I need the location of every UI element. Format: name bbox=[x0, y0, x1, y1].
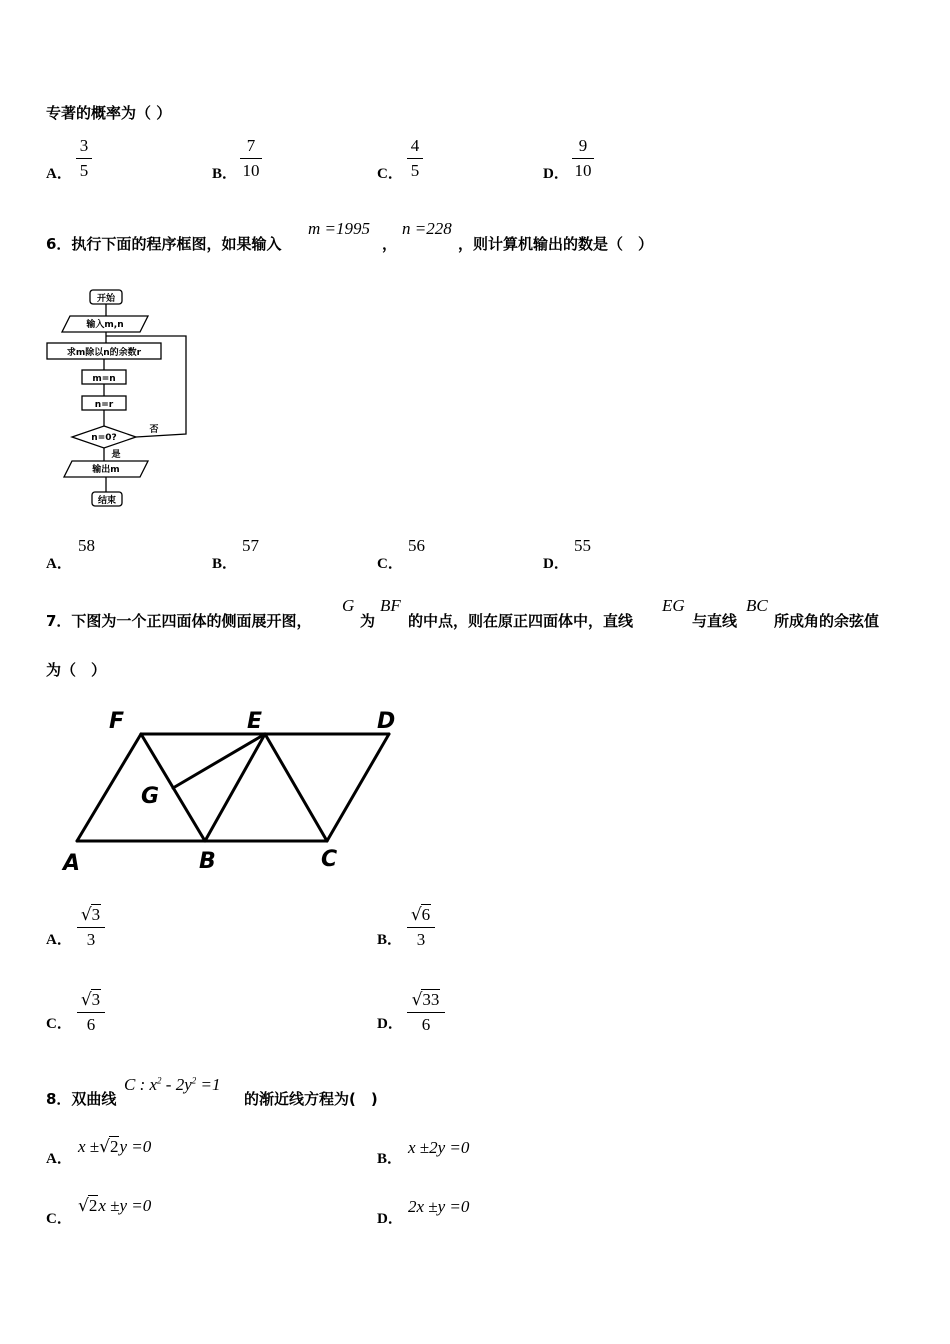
q6-text-a: 6．执行下面的程序框图，如果输入 bbox=[46, 235, 282, 253]
denominator: 5 bbox=[410, 161, 420, 180]
q7-option-d-label: D． bbox=[377, 1016, 403, 1032]
q7-text-c: 的中点，则在原正四面体中，直线 bbox=[408, 612, 634, 630]
flow-no-label: 否 bbox=[149, 425, 159, 435]
q6-separator: ， bbox=[382, 235, 398, 253]
numerator: 9 bbox=[578, 136, 588, 155]
q5-option-a-fraction bbox=[76, 136, 92, 181]
q6-option-d-label: D． bbox=[543, 556, 569, 572]
edge-af bbox=[77, 734, 141, 841]
q8-text-a: 8．双曲线 bbox=[46, 1090, 117, 1108]
numerator: 4 bbox=[410, 136, 420, 155]
q7-option-c-fraction: √3 6 bbox=[77, 989, 105, 1035]
denominator: 5 bbox=[79, 161, 89, 180]
q7-option-d-fraction: √33 6 bbox=[407, 989, 445, 1035]
q5-option-d-label: D． bbox=[543, 166, 569, 182]
q8-option-a-label: A． bbox=[46, 1151, 72, 1167]
label-f: F bbox=[109, 709, 125, 734]
q7-segment-bf: BF bbox=[380, 596, 401, 615]
q5-option-b-fraction bbox=[240, 136, 262, 181]
flow-decision-text: n=0? bbox=[91, 433, 117, 443]
q7-text-d: 与直线 bbox=[692, 612, 738, 630]
q6-m-value: m =1995 bbox=[308, 219, 370, 238]
q8-option-d-expr: 2x ±y =0 bbox=[408, 1197, 470, 1216]
q7-line-eg: EG bbox=[662, 596, 685, 615]
q6-flowchart bbox=[40, 282, 200, 514]
flow-input-text: 输入m,n bbox=[86, 320, 124, 330]
flow-assign1-text: m=n bbox=[92, 374, 116, 384]
q5-option-c-fraction bbox=[407, 136, 423, 181]
q6-option-a-label: A． bbox=[46, 556, 72, 572]
label-d: D bbox=[377, 709, 396, 734]
q5-tail-text: 专著的概率为（ ） bbox=[46, 104, 172, 122]
q7-text-e: 所成角的余弦值 bbox=[774, 612, 880, 630]
q8-option-b-label: B． bbox=[377, 1151, 403, 1167]
denominator: 10 bbox=[574, 161, 592, 180]
q6-option-b-value: 57 bbox=[242, 536, 259, 555]
q7-figure bbox=[55, 700, 415, 880]
q5-option-d-fraction bbox=[572, 136, 594, 181]
numerator: 3 bbox=[79, 136, 89, 155]
q7-option-a-fraction: √3 3 bbox=[77, 904, 105, 950]
q8-option-d-label: D． bbox=[377, 1211, 403, 1227]
q8-option-c-label: C． bbox=[46, 1211, 72, 1227]
q7-point-g: G bbox=[342, 596, 355, 615]
label-g: G bbox=[141, 784, 160, 809]
q7-text-a: 7．下图为一个正四面体的侧面展开图， bbox=[46, 612, 312, 630]
radicand: 3 bbox=[91, 990, 101, 1009]
edge-ec bbox=[265, 734, 327, 841]
edge-cd bbox=[327, 734, 389, 841]
numerator: 7 bbox=[246, 136, 256, 155]
q7-option-b-fraction: √6 3 bbox=[407, 904, 435, 950]
radicand: 3 bbox=[91, 905, 101, 924]
flow-end-text: 结束 bbox=[97, 496, 117, 506]
denominator: 10 bbox=[242, 161, 260, 180]
q8-option-c-expr: √2x ±y =0 bbox=[78, 1196, 152, 1216]
label-e: E bbox=[247, 709, 263, 734]
flow-output-text: 输出m bbox=[92, 465, 120, 475]
radicand: 6 bbox=[421, 905, 431, 924]
q6-text-b: ，则计算机输出的数是（ ） bbox=[458, 235, 654, 253]
q8-text-b: 的渐近线方程为( ) bbox=[244, 1090, 378, 1108]
q7-text-b: 为 bbox=[360, 612, 376, 630]
flow-yes-label: 是 bbox=[111, 450, 121, 460]
q7-text-f: 为（ ） bbox=[46, 661, 107, 679]
q6-n-value: n =228 bbox=[402, 219, 452, 238]
q8-option-a-expr: x ±√2y =0 bbox=[78, 1137, 152, 1157]
q6-option-c-value: 56 bbox=[408, 536, 425, 555]
label-b: B bbox=[199, 849, 216, 874]
denominator: 6 bbox=[421, 1015, 431, 1034]
flow-remainder-text: 求m除以n的余数r bbox=[66, 348, 142, 358]
q7-line-bc: BC bbox=[746, 596, 768, 615]
radicand: 33 bbox=[422, 990, 440, 1009]
q7-option-c-label: C． bbox=[46, 1016, 72, 1032]
flow-start-text: 开始 bbox=[96, 294, 116, 304]
q6-option-b-label: B． bbox=[212, 556, 238, 572]
q5-option-a-label: A． bbox=[46, 166, 72, 182]
q6-option-d-value: 55 bbox=[574, 536, 591, 555]
flow-assign2-text: n=r bbox=[94, 400, 114, 410]
q6-option-a-value: 58 bbox=[78, 536, 95, 555]
denominator: 3 bbox=[86, 930, 96, 949]
label-a: A bbox=[63, 851, 81, 876]
q8-option-b-expr: x ±2y =0 bbox=[408, 1138, 470, 1157]
q5-option-c-label: C． bbox=[377, 166, 403, 182]
denominator: 3 bbox=[416, 930, 426, 949]
q6-option-c-label: C． bbox=[377, 556, 403, 572]
q5-option-b-label: B． bbox=[212, 166, 238, 182]
q7-option-a-label: A． bbox=[46, 932, 72, 948]
label-c: C bbox=[321, 847, 338, 872]
q7-option-b-label: B． bbox=[377, 932, 403, 948]
denominator: 6 bbox=[86, 1015, 96, 1034]
q8-equation: C : $x^2 - 2y^2 =1$ bbox=[124, 1075, 221, 1094]
